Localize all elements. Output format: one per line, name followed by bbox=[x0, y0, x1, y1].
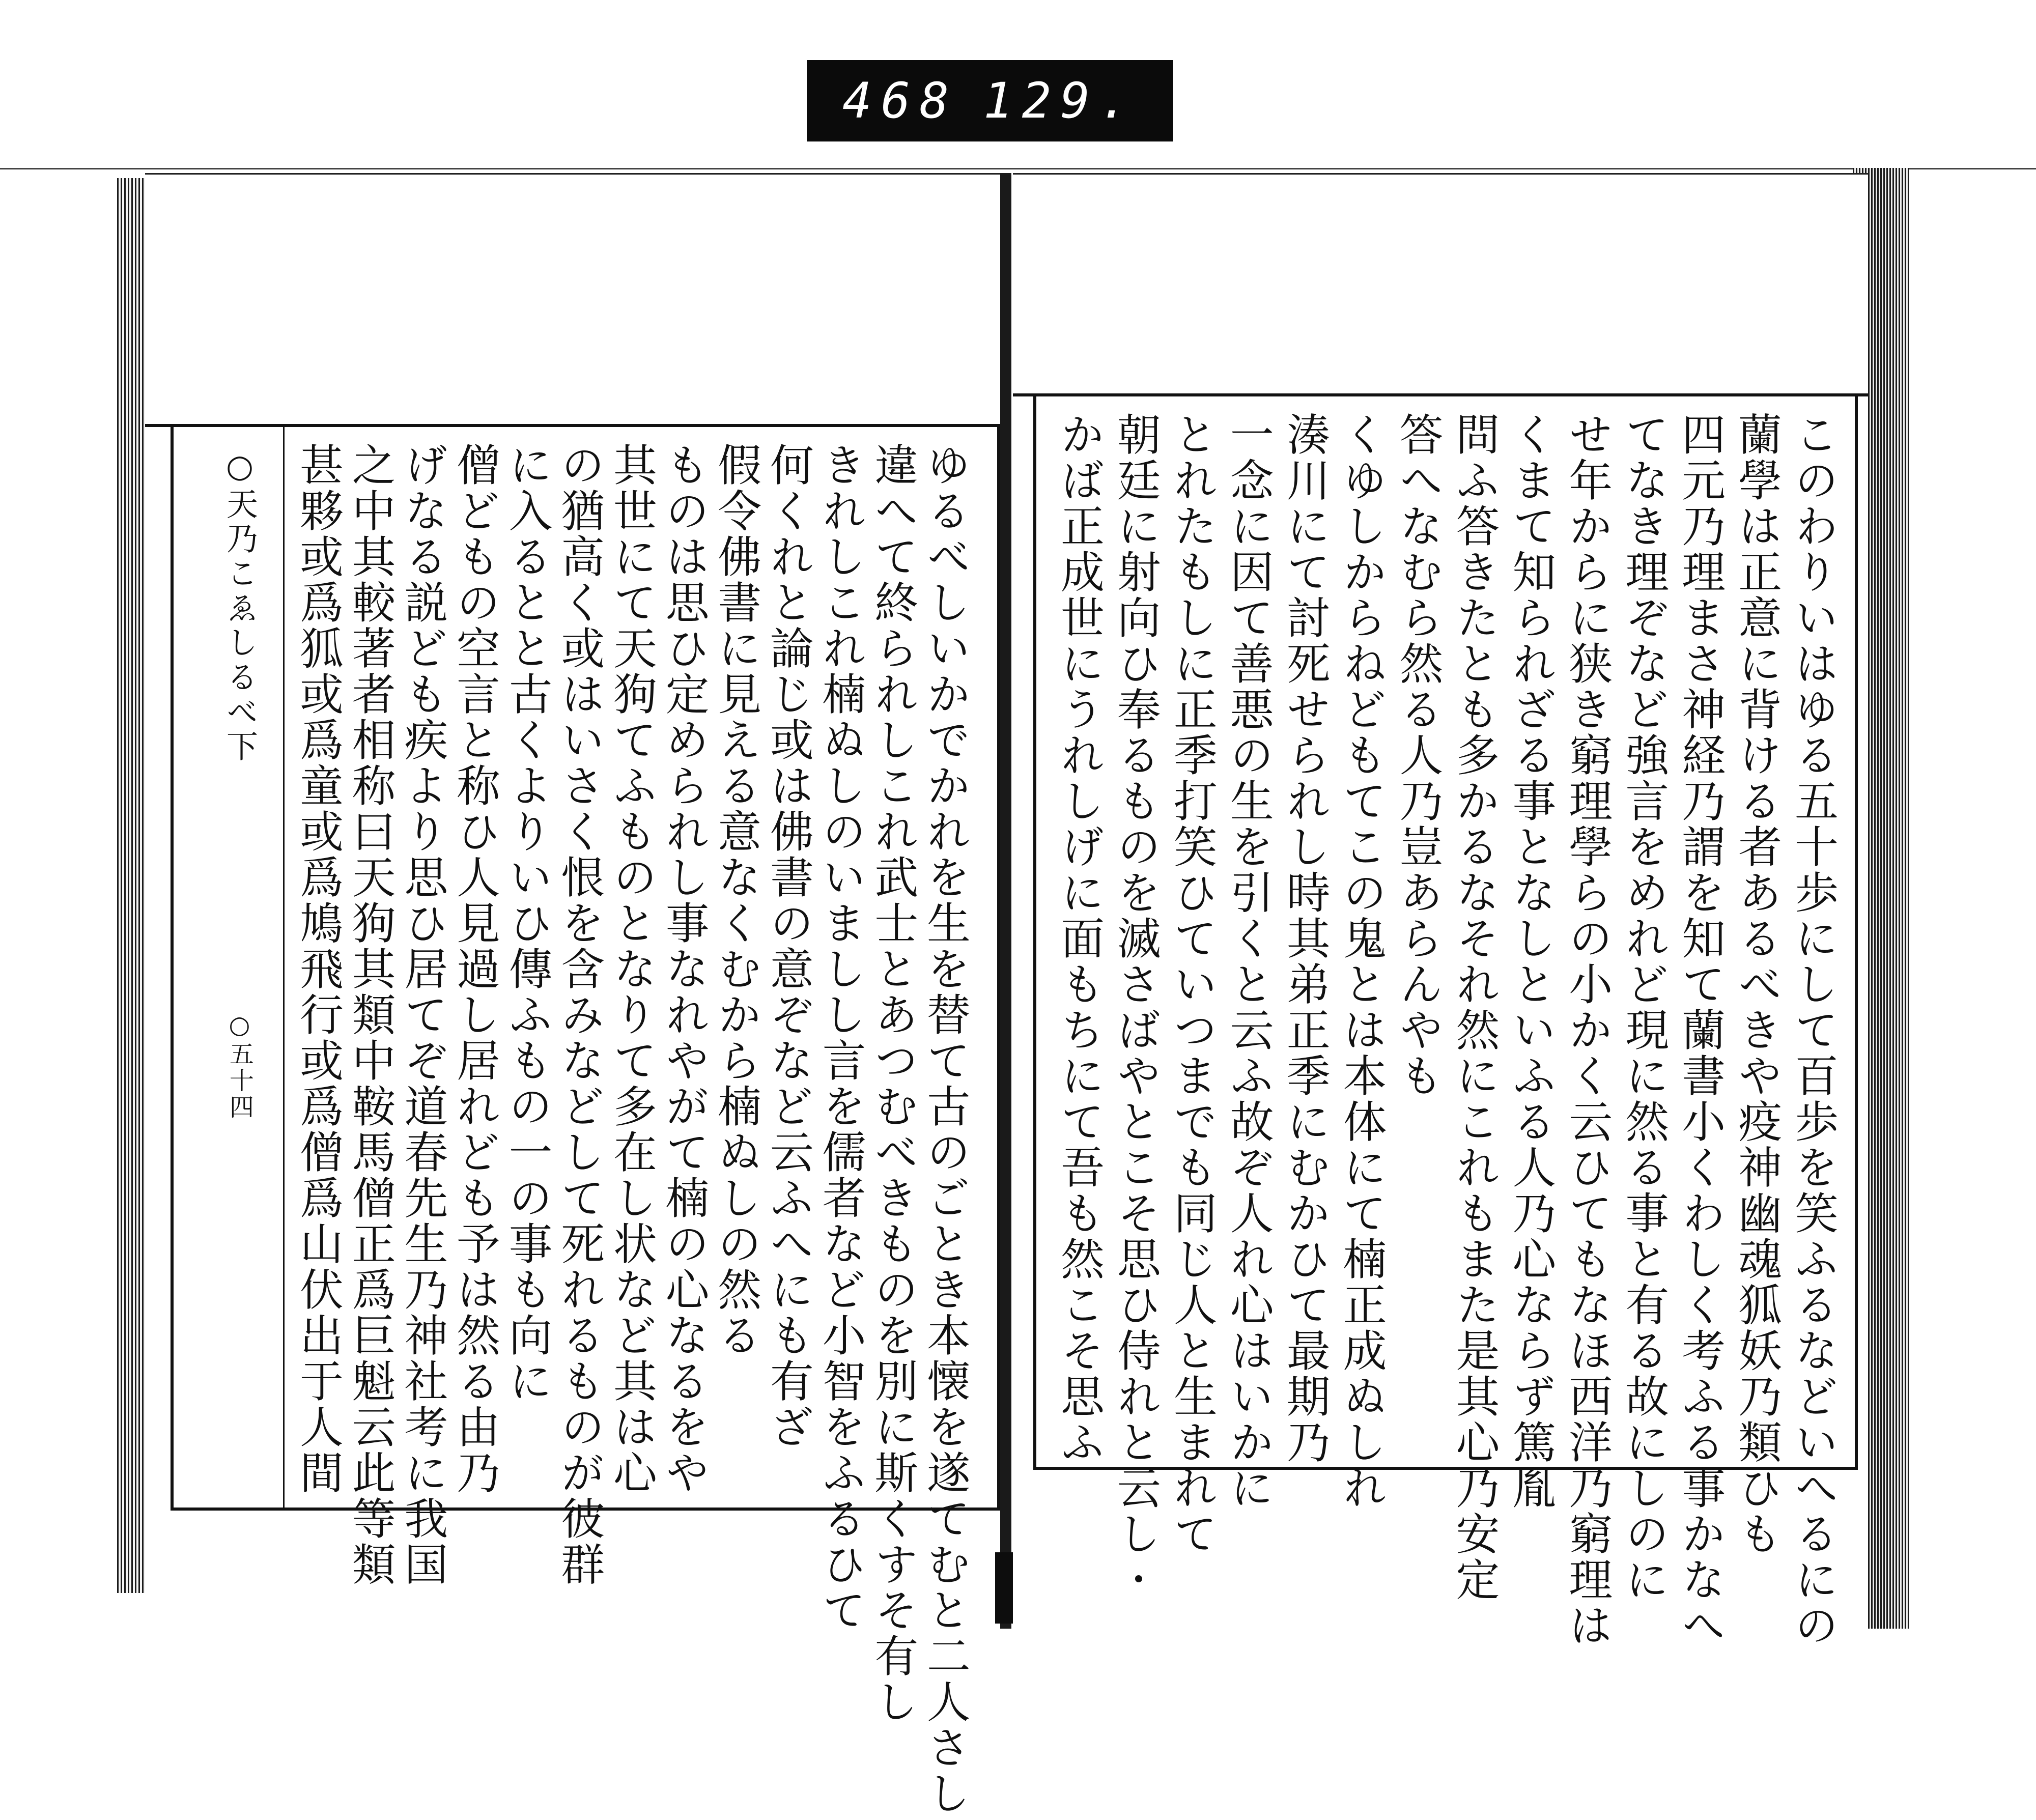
text-column: ゆるべしいかでかれを生を替て古のごとき本懐を遂てむと二人さし bbox=[919, 442, 970, 1816]
right-text-columns bbox=[1053, 412, 1838, 1648]
text-column: の猶高く或はいさく恨を含みなどして死れるものが彼群 bbox=[553, 442, 605, 1587]
text-column: 朝廷に射向ひ奉るものを滅さばやとこそ思ひ侍れと云し bbox=[1109, 412, 1161, 1557]
text-column: 僧どもの空言と称ひ人見過し居れども予は然る由乃 bbox=[448, 442, 500, 1496]
text-column: 一念に因て善悪の生を引くと云ふ故ぞ人れ心はいかに bbox=[1222, 412, 1274, 1511]
text-column: くゆしからねどもてこの鬼とは本体にて楠正成ぬしれ bbox=[1335, 412, 1387, 1511]
left-text-columns bbox=[292, 442, 970, 1816]
text-column: 之中其較著者相称曰天狗其類中鞍馬僧正爲巨魁云此等類 bbox=[344, 442, 395, 1587]
right-text-frame bbox=[1033, 393, 1858, 1648]
text-column: 違へて終られしこれ武士とあつむべきものを別に斯くすそ有し bbox=[867, 442, 918, 1725]
catalog-number-left: 468 bbox=[842, 72, 958, 129]
text-column: てなき理ぞなど強言をめれど現に然る事と有る故にしのに bbox=[1618, 412, 1669, 1603]
open-book bbox=[117, 168, 1909, 1816]
text-column: 四元乃理まさ神経乃謂を知て蘭書小くわしく考ふる事かなへ bbox=[1674, 412, 1726, 1648]
text-column: せ年からに狭き窮理學らの小かく云ひてもなほ西洋乃窮理は bbox=[1561, 412, 1613, 1648]
left-text-frame bbox=[171, 424, 1000, 1816]
text-column: 湊川にて討死せられし時其弟正季にむかひて最期乃 bbox=[1279, 412, 1330, 1465]
catalog-number-right: 129. bbox=[983, 72, 1138, 129]
text-column: 蘭學は正意に背ける者あるべきや疫神幽魂狐妖乃類ひも bbox=[1731, 412, 1782, 1557]
text-column: に入るとと古くよりいひ傳ふもの一の事も向に bbox=[501, 442, 552, 1404]
text-column: 假令佛書に見える意なくむから楠ぬしの然る bbox=[710, 442, 761, 1358]
book-spine bbox=[1000, 173, 1011, 1629]
running-title: ○天乃こゑしるべ下 bbox=[221, 447, 259, 764]
text-column: げなる説ども疾より思ひ居てぞ道春先生乃神社考に我国 bbox=[397, 442, 448, 1587]
text-column: 答へなむら然る人乃豈あらんやも bbox=[1392, 412, 1443, 1099]
catalog-label bbox=[807, 60, 1173, 141]
left-margin-column bbox=[204, 447, 275, 1487]
text-column: くまて知られざる事となしといふる人乃心ならず篤胤 bbox=[1505, 412, 1556, 1511]
text-column: 問ふ答きたとも多かるなそれ然にこれもまた是其心乃安定 bbox=[1448, 412, 1500, 1603]
text-column: 其世にて天狗てふものとなりて多在し状など其は心 bbox=[605, 442, 657, 1496]
text-column: このわりいはゆる五十歩にして百歩を笑ふるなどいへるにの bbox=[1787, 412, 1838, 1648]
text-column: 甚夥或爲狐或爲童或爲鳩飛行或爲僧爲山伏出于人間 bbox=[292, 442, 343, 1496]
text-column: とれたもしに正季打笑ひていつまでも同じ人と生まれて bbox=[1166, 412, 1217, 1557]
right-page bbox=[1013, 173, 1868, 1648]
ink-speck bbox=[1135, 1575, 1142, 1582]
text-column: 何くれと論じ或は佛書の意ぞなど云ふへにも有ざ bbox=[762, 442, 813, 1450]
text-column: ものは思ひ定められし事なれやがて楠の心なるをや bbox=[658, 442, 709, 1496]
text-column: きれしこれ楠ぬしのいましし言を儒者など小智をふるひて bbox=[814, 442, 866, 1633]
text-column: かば正成世にうれしげに面もちにて吾も然こそ思ふ bbox=[1053, 412, 1104, 1465]
left-page bbox=[145, 173, 1005, 1816]
left-margin-rule bbox=[283, 427, 285, 1508]
folio-number: ○五十四 bbox=[225, 1011, 254, 1121]
